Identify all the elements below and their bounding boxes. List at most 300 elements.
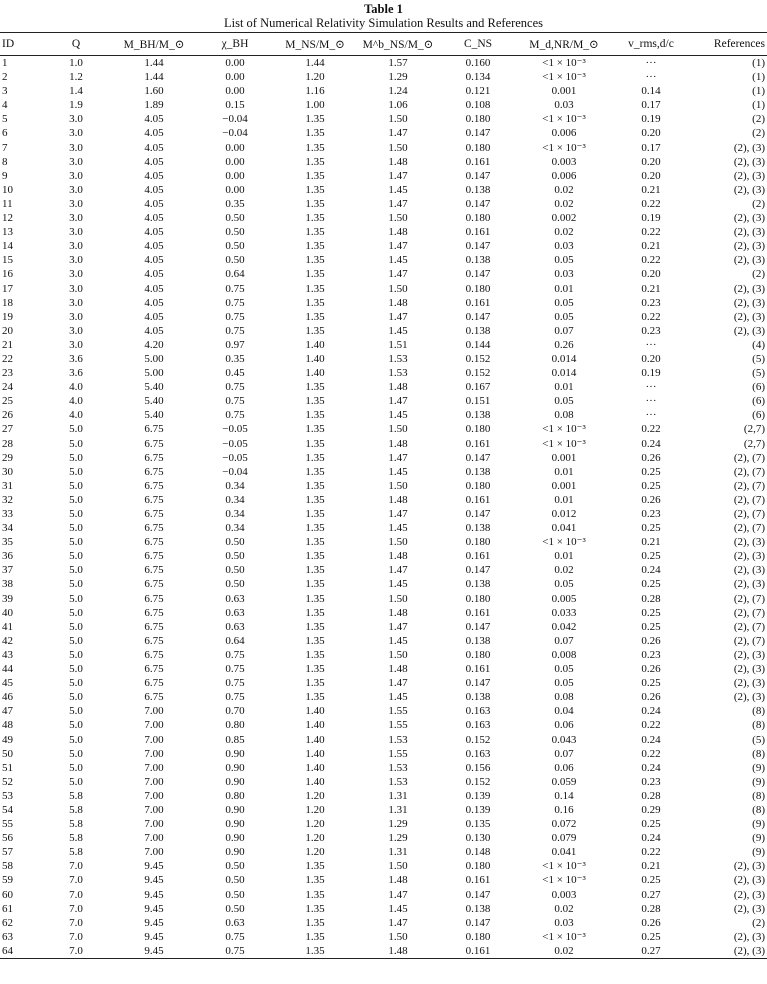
cell-mbh: 4.05: [144, 183, 164, 196]
cell-mns: 1.40: [305, 747, 325, 760]
cell-id: 10: [2, 183, 13, 196]
cell-references: (9): [752, 775, 765, 788]
cell-vrms: 0.23: [641, 508, 661, 520]
cell-cns: 0.180: [465, 930, 491, 943]
cell-chi: 0.63: [225, 620, 245, 633]
cell-vrms: 0.26: [641, 493, 661, 506]
cell-vrms: ···: [645, 395, 657, 408]
cell-md: 0.03: [554, 916, 574, 929]
cell-q: 5.0: [69, 691, 83, 704]
cell-chi: 0.34: [225, 522, 245, 535]
cell-q: 5.0: [69, 663, 83, 676]
table-row: [0, 859, 767, 873]
cell-id: 43: [2, 648, 13, 661]
cell-vrms: 0.26: [641, 634, 661, 647]
cell-chi: 0.75: [225, 648, 245, 661]
cell-cns: 0.134: [465, 71, 491, 84]
cell-id: 1: [2, 57, 8, 69]
cell-q: 5.0: [69, 479, 83, 492]
cell-mbh: 6.75: [144, 493, 164, 506]
cell-vrms: 0.20: [641, 155, 661, 168]
cell-chi: 0.50: [225, 564, 245, 577]
cell-vrms: 0.29: [641, 803, 661, 816]
cell-mbh: 9.45: [112, 944, 196, 959]
cell-mbh: 6.75: [144, 634, 164, 647]
cell-mbns: 1.47: [388, 240, 408, 253]
cell-q: 5.0: [69, 719, 83, 732]
cell-id: 50: [2, 747, 13, 760]
header-cns: C_NS: [440, 33, 516, 56]
cell-md: <1 × 10⁻³: [542, 57, 586, 69]
cell-cns: 0.138: [465, 578, 491, 591]
cell-mbns: 1.53: [388, 367, 408, 380]
cell-q: 3.0: [69, 169, 83, 182]
cell-mns: 1.35: [305, 888, 325, 901]
cell-md: 0.01: [554, 465, 574, 478]
cell-q: 3.0: [69, 240, 83, 253]
cell-mns: 1.35: [305, 226, 325, 239]
cell-md: 0.003: [551, 888, 577, 901]
cell-mns: 1.35: [305, 155, 325, 168]
cell-md: 0.08: [554, 409, 574, 422]
cell-id: 23: [2, 367, 13, 380]
table-row: [0, 352, 767, 366]
cell-chi: 0.00: [225, 71, 245, 84]
table-row: [0, 366, 767, 380]
cell-cns: 0.138: [465, 902, 491, 915]
cell-cns: 0.180: [465, 479, 491, 492]
cell-id: 13: [2, 226, 13, 239]
table-row: [0, 803, 767, 817]
cell-mns: 1.35: [305, 916, 325, 929]
cell-md: 0.04: [554, 705, 574, 718]
cell-mns: 1.20: [305, 818, 325, 831]
cell-mbh: 4.20: [144, 338, 164, 351]
table-row: [0, 126, 767, 140]
cell-mbns: 1.47: [388, 451, 408, 464]
cell-chi: 0.63: [225, 592, 245, 605]
cell-md: 0.05: [554, 578, 574, 591]
cell-mbns: 1.48: [388, 550, 408, 563]
cell-vrms: 0.25: [641, 818, 661, 831]
cell-mbns: 1.45: [388, 691, 408, 704]
cell-id: 35: [2, 536, 13, 549]
cell-mbns: 1.31: [388, 803, 408, 816]
cell-md: <1 × 10⁻³: [542, 874, 586, 887]
cell-md: <1 × 10⁻³: [542, 423, 586, 436]
cell-vrms: 0.25: [641, 522, 661, 535]
cell-cns: 0.161: [465, 606, 491, 619]
cell-chi: 0.34: [225, 508, 245, 520]
cell-mbns: 1.45: [388, 409, 408, 422]
cell-id: 33: [2, 508, 13, 520]
cell-references: (2), (7): [733, 620, 765, 633]
cell-id: 63: [2, 930, 13, 943]
cell-id: 61: [2, 902, 13, 915]
cell-cns: 0.139: [465, 803, 491, 816]
cell-chi: 0.90: [225, 761, 245, 774]
cell-vrms: 0.25: [641, 606, 661, 619]
cell-mbns: 1.45: [388, 522, 408, 535]
table-row: [0, 183, 767, 197]
cell-chi: 0.75: [225, 282, 245, 295]
cell-md: 0.06: [554, 719, 574, 732]
table-label: Table 1: [364, 2, 403, 16]
cell-mbh: 4.05: [144, 197, 164, 210]
cell-mns: 1.35: [305, 127, 325, 140]
cell-q: 5.0: [69, 564, 83, 577]
cell-vrms: 0.25: [641, 550, 661, 563]
cell-cns: 0.180: [465, 113, 491, 126]
cell-mns: 1.35: [305, 409, 325, 422]
cell-mbns: 1.47: [388, 620, 408, 633]
cell-q: 3.0: [69, 212, 83, 225]
cell-mns: 1.35: [305, 212, 325, 225]
cell-references: (2): [752, 113, 765, 126]
cell-id: 37: [2, 564, 13, 577]
header-md: M_d,NR/M_⊙: [516, 33, 612, 56]
cell-mns: 1.40: [305, 761, 325, 774]
cell-chi: 0.75: [225, 324, 245, 337]
cell-mbh: 6.75: [144, 479, 164, 492]
cell-chi: 0.75: [225, 677, 245, 690]
cell-mbh: 6.75: [144, 550, 164, 563]
cell-mbh: 5.00: [144, 352, 164, 365]
table-row: [0, 380, 767, 394]
cell-vrms: 0.25: [641, 677, 661, 690]
cell-md: 0.043: [551, 733, 577, 746]
cell-mbns: 1.50: [388, 930, 408, 943]
table-row: [0, 747, 767, 761]
cell-vrms: 0.26: [641, 691, 661, 704]
cell-md: 0.033: [551, 606, 577, 619]
cell-md: 0.07: [554, 324, 574, 337]
cell-mbh: 7.00: [144, 832, 164, 845]
cell-references: (2), (3): [733, 141, 765, 154]
cell-id: 38: [2, 578, 13, 591]
cell-mns: 1.35: [305, 874, 325, 887]
cell-q: 3.0: [69, 155, 83, 168]
cell-mbh: 7.00: [144, 747, 164, 760]
cell-cns: 0.163: [465, 747, 491, 760]
cell-mbh: 1.44: [144, 57, 164, 69]
cell-q: 7.0: [69, 860, 83, 873]
cell-vrms: 0.19: [641, 367, 661, 380]
table-row: [0, 831, 767, 845]
cell-id: 9: [2, 169, 8, 182]
table-row: [0, 577, 767, 591]
cell-vrms: 0.21: [641, 183, 661, 196]
cell-vrms: 0.22: [641, 747, 661, 760]
cell-cns: 0.161: [465, 493, 491, 506]
cell-vrms: 0.23: [641, 648, 661, 661]
cell-q: 5.0: [69, 522, 83, 535]
cell-references: (2), (3): [733, 550, 765, 563]
cell-mns: 1.35: [305, 296, 325, 309]
table-row: [0, 56, 767, 71]
cell-chi: 0.34: [225, 479, 245, 492]
cell-references: (2), (7): [733, 479, 765, 492]
cell-vrms: 0.21: [641, 860, 661, 873]
cell-mbns: 1.48: [356, 944, 440, 959]
cell-id: 4: [2, 99, 8, 112]
cell-id: 62: [2, 916, 13, 929]
header-references: References: [690, 33, 767, 56]
cell-id: 30: [2, 465, 13, 478]
cell-cns: 0.161: [465, 437, 491, 450]
cell-id: 19: [2, 310, 13, 323]
table-row: [0, 817, 767, 831]
cell-mns: 1.35: [305, 902, 325, 915]
cell-q: 3.0: [69, 268, 83, 281]
cell-references: (6): [752, 395, 765, 408]
cell-references: (6): [752, 381, 765, 394]
cell-mns: 1.44: [305, 57, 325, 69]
cell-md: 0.02: [516, 944, 612, 959]
cell-mbh: 6.75: [144, 592, 164, 605]
cell-q: 3.6: [69, 367, 83, 380]
cell-mbh: 7.00: [144, 803, 164, 816]
cell-mbns: 1.50: [388, 282, 408, 295]
cell-mbns: 1.29: [388, 832, 408, 845]
table-row: [0, 493, 767, 507]
cell-mbh: 4.05: [144, 212, 164, 225]
cell-cns: 0.138: [465, 522, 491, 535]
cell-chi: 0.50: [225, 226, 245, 239]
cell-references: (2), (7): [733, 465, 765, 478]
cell-mbns: 1.50: [388, 860, 408, 873]
cell-mbns: 1.50: [388, 479, 408, 492]
cell-md: 0.05: [554, 254, 574, 267]
cell-references: (2), (3): [733, 212, 765, 225]
cell-mbns: 1.51: [388, 338, 408, 351]
cell-mns: 1.35: [305, 564, 325, 577]
cell-chi: 0.75: [225, 395, 245, 408]
cell-id: 11: [2, 197, 13, 210]
cell-md: 0.07: [554, 634, 574, 647]
table-row: [0, 112, 767, 126]
cell-mbh: 6.75: [144, 522, 164, 535]
cell-references: (2), (3): [733, 254, 765, 267]
cell-md: 0.02: [554, 197, 574, 210]
cell-md: 0.03: [554, 99, 574, 112]
cell-vrms: 0.20: [641, 127, 661, 140]
cell-md: 0.059: [551, 775, 577, 788]
table-row: [0, 648, 767, 662]
cell-q: 5.8: [69, 818, 83, 831]
cell-mns: 1.35: [305, 479, 325, 492]
cell-md: 0.05: [554, 296, 574, 309]
cell-mbns: 1.45: [388, 254, 408, 267]
cell-md: <1 × 10⁻³: [542, 113, 586, 126]
cell-mbh: 6.75: [144, 437, 164, 450]
cell-mns: 1.35: [305, 634, 325, 647]
cell-q: 4.0: [69, 395, 83, 408]
cell-md: 0.006: [551, 127, 577, 140]
cell-q: 5.8: [69, 832, 83, 845]
cell-chi: 0.90: [225, 846, 245, 859]
cell-chi: 0.50: [225, 874, 245, 887]
cell-mbns: 1.48: [388, 663, 408, 676]
cell-q: 3.0: [69, 324, 83, 337]
table-row: [0, 98, 767, 112]
cell-id: 18: [2, 296, 13, 309]
cell-mbh: 6.75: [144, 564, 164, 577]
cell-mbh: 5.00: [144, 367, 164, 380]
cell-chi: 0.90: [225, 747, 245, 760]
table-row: [0, 873, 767, 887]
cell-references: (2), (7): [733, 508, 765, 520]
cell-mbh: 4.05: [144, 282, 164, 295]
cell-md: 0.07: [554, 747, 574, 760]
cell-references: (5): [752, 367, 765, 380]
cell-chi: 0.35: [225, 352, 245, 365]
table-row: [0, 507, 767, 521]
cell-mbns: 1.48: [388, 226, 408, 239]
cell-mbh: 6.75: [144, 465, 164, 478]
cell-chi: −0.04: [222, 127, 248, 140]
cell-cns: 0.148: [465, 846, 491, 859]
cell-id: 48: [2, 719, 13, 732]
cell-references: (4): [752, 338, 765, 351]
cell-mbns: 1.47: [388, 888, 408, 901]
cell-id: 52: [2, 775, 13, 788]
cell-vrms: 0.14: [641, 85, 661, 98]
cell-mns: 1.35: [305, 197, 325, 210]
cell-vrms: 0.26: [641, 916, 661, 929]
cell-mns: 1.35: [305, 522, 325, 535]
table-row: [0, 930, 767, 944]
cell-chi: 0.75: [225, 296, 245, 309]
cell-id: 6: [2, 127, 8, 140]
cell-id: 3: [2, 85, 8, 98]
cell-md: 0.012: [551, 508, 577, 520]
cell-q: 5.0: [69, 465, 83, 478]
cell-mbh: 7.00: [144, 846, 164, 859]
cell-id: 7: [2, 141, 8, 154]
cell-chi: 0.75: [225, 930, 245, 943]
cell-references: (2): [752, 197, 765, 210]
cell-md: 0.008: [551, 648, 577, 661]
cell-q: 5.8: [69, 803, 83, 816]
cell-mbns: 1.31: [388, 846, 408, 859]
cell-cns: 0.147: [465, 197, 491, 210]
cell-chi: 0.75: [196, 944, 274, 959]
cell-cns: 0.147: [465, 127, 491, 140]
cell-md: 0.079: [551, 832, 577, 845]
cell-q: 7.0: [40, 944, 112, 959]
cell-cns: 0.121: [465, 85, 491, 98]
cell-mns: 1.40: [305, 775, 325, 788]
cell-q: 5.0: [69, 451, 83, 464]
cell-cns: 0.156: [465, 761, 491, 774]
cell-cns: 0.147: [465, 268, 491, 281]
cell-cns: 0.161: [465, 226, 491, 239]
cell-mns: 1.35: [305, 592, 325, 605]
cell-mbh: 4.05: [144, 310, 164, 323]
cell-md: <1 × 10⁻³: [542, 930, 586, 943]
cell-mbh: 7.00: [144, 775, 164, 788]
cell-cns: 0.147: [465, 888, 491, 901]
cell-md: 0.001: [551, 451, 577, 464]
cell-mbh: 5.40: [144, 381, 164, 394]
cell-mns: 1.35: [305, 493, 325, 506]
table-title: List of Numerical Relativity Simulation Results and References: [223, 16, 544, 30]
cell-mns: 1.20: [305, 71, 325, 84]
cell-chi: 0.75: [225, 381, 245, 394]
cell-chi: 0.35: [225, 197, 245, 210]
cell-cns: 0.147: [465, 240, 491, 253]
cell-chi: 0.45: [225, 367, 245, 380]
table-row: [0, 211, 767, 225]
cell-id: 24: [2, 381, 13, 394]
table-caption: [0, 0, 767, 30]
cell-mbh: 5.40: [144, 395, 164, 408]
cell-references: (2), (3): [733, 930, 765, 943]
cell-cns: 0.147: [465, 508, 491, 520]
cell-mns: 1.40: [305, 338, 325, 351]
cell-mns: 1.20: [305, 803, 325, 816]
cell-cns: 0.138: [465, 634, 491, 647]
table-row: [0, 549, 767, 563]
cell-chi: 0.75: [225, 663, 245, 676]
cell-q: 5.0: [69, 536, 83, 549]
table-row: [0, 902, 767, 916]
cell-mbns: 1.50: [388, 536, 408, 549]
cell-cns: 0.147: [465, 620, 491, 633]
cell-cns: 0.180: [465, 648, 491, 661]
cell-mns: 1.35: [305, 113, 325, 126]
cell-chi: 0.75: [225, 691, 245, 704]
cell-id: 2: [2, 71, 8, 84]
table-row: [0, 155, 767, 169]
cell-references: (2), (3): [733, 874, 765, 887]
table-row: [0, 944, 767, 959]
cell-cns: 0.161: [465, 296, 491, 309]
cell-q: 1.2: [69, 71, 83, 84]
cell-chi: 0.50: [225, 902, 245, 915]
table-row: [0, 535, 767, 549]
cell-mbns: 1.53: [388, 761, 408, 774]
cell-mbh: 4.05: [144, 226, 164, 239]
cell-q: 3.0: [69, 226, 83, 239]
cell-mbh: 6.75: [144, 606, 164, 619]
cell-id: 47: [2, 705, 13, 718]
cell-cns: 0.147: [465, 310, 491, 323]
cell-references: (2), (3): [733, 860, 765, 873]
cell-mbh: 9.45: [144, 888, 164, 901]
cell-vrms: 0.20: [641, 169, 661, 182]
cell-mbns: 1.50: [388, 113, 408, 126]
cell-references: (2), (3): [733, 226, 765, 239]
cell-cns: 0.138: [465, 691, 491, 704]
cell-chi: −0.04: [222, 465, 248, 478]
cell-mns: 1.35: [305, 324, 325, 337]
cell-references: (2), (7): [733, 493, 765, 506]
cell-mbh: 4.05: [144, 296, 164, 309]
cell-md: 0.03: [554, 240, 574, 253]
cell-mbns: 1.45: [388, 324, 408, 337]
cell-md: 0.03: [554, 268, 574, 281]
cell-id: 22: [2, 352, 13, 365]
cell-chi: −0.04: [222, 113, 248, 126]
cell-chi: 0.00: [225, 169, 245, 182]
cell-id: 56: [2, 832, 13, 845]
cell-md: <1 × 10⁻³: [542, 437, 586, 450]
cell-mbns: 1.47: [388, 677, 408, 690]
cell-vrms: 0.27: [612, 944, 690, 959]
cell-q: 3.0: [69, 141, 83, 154]
